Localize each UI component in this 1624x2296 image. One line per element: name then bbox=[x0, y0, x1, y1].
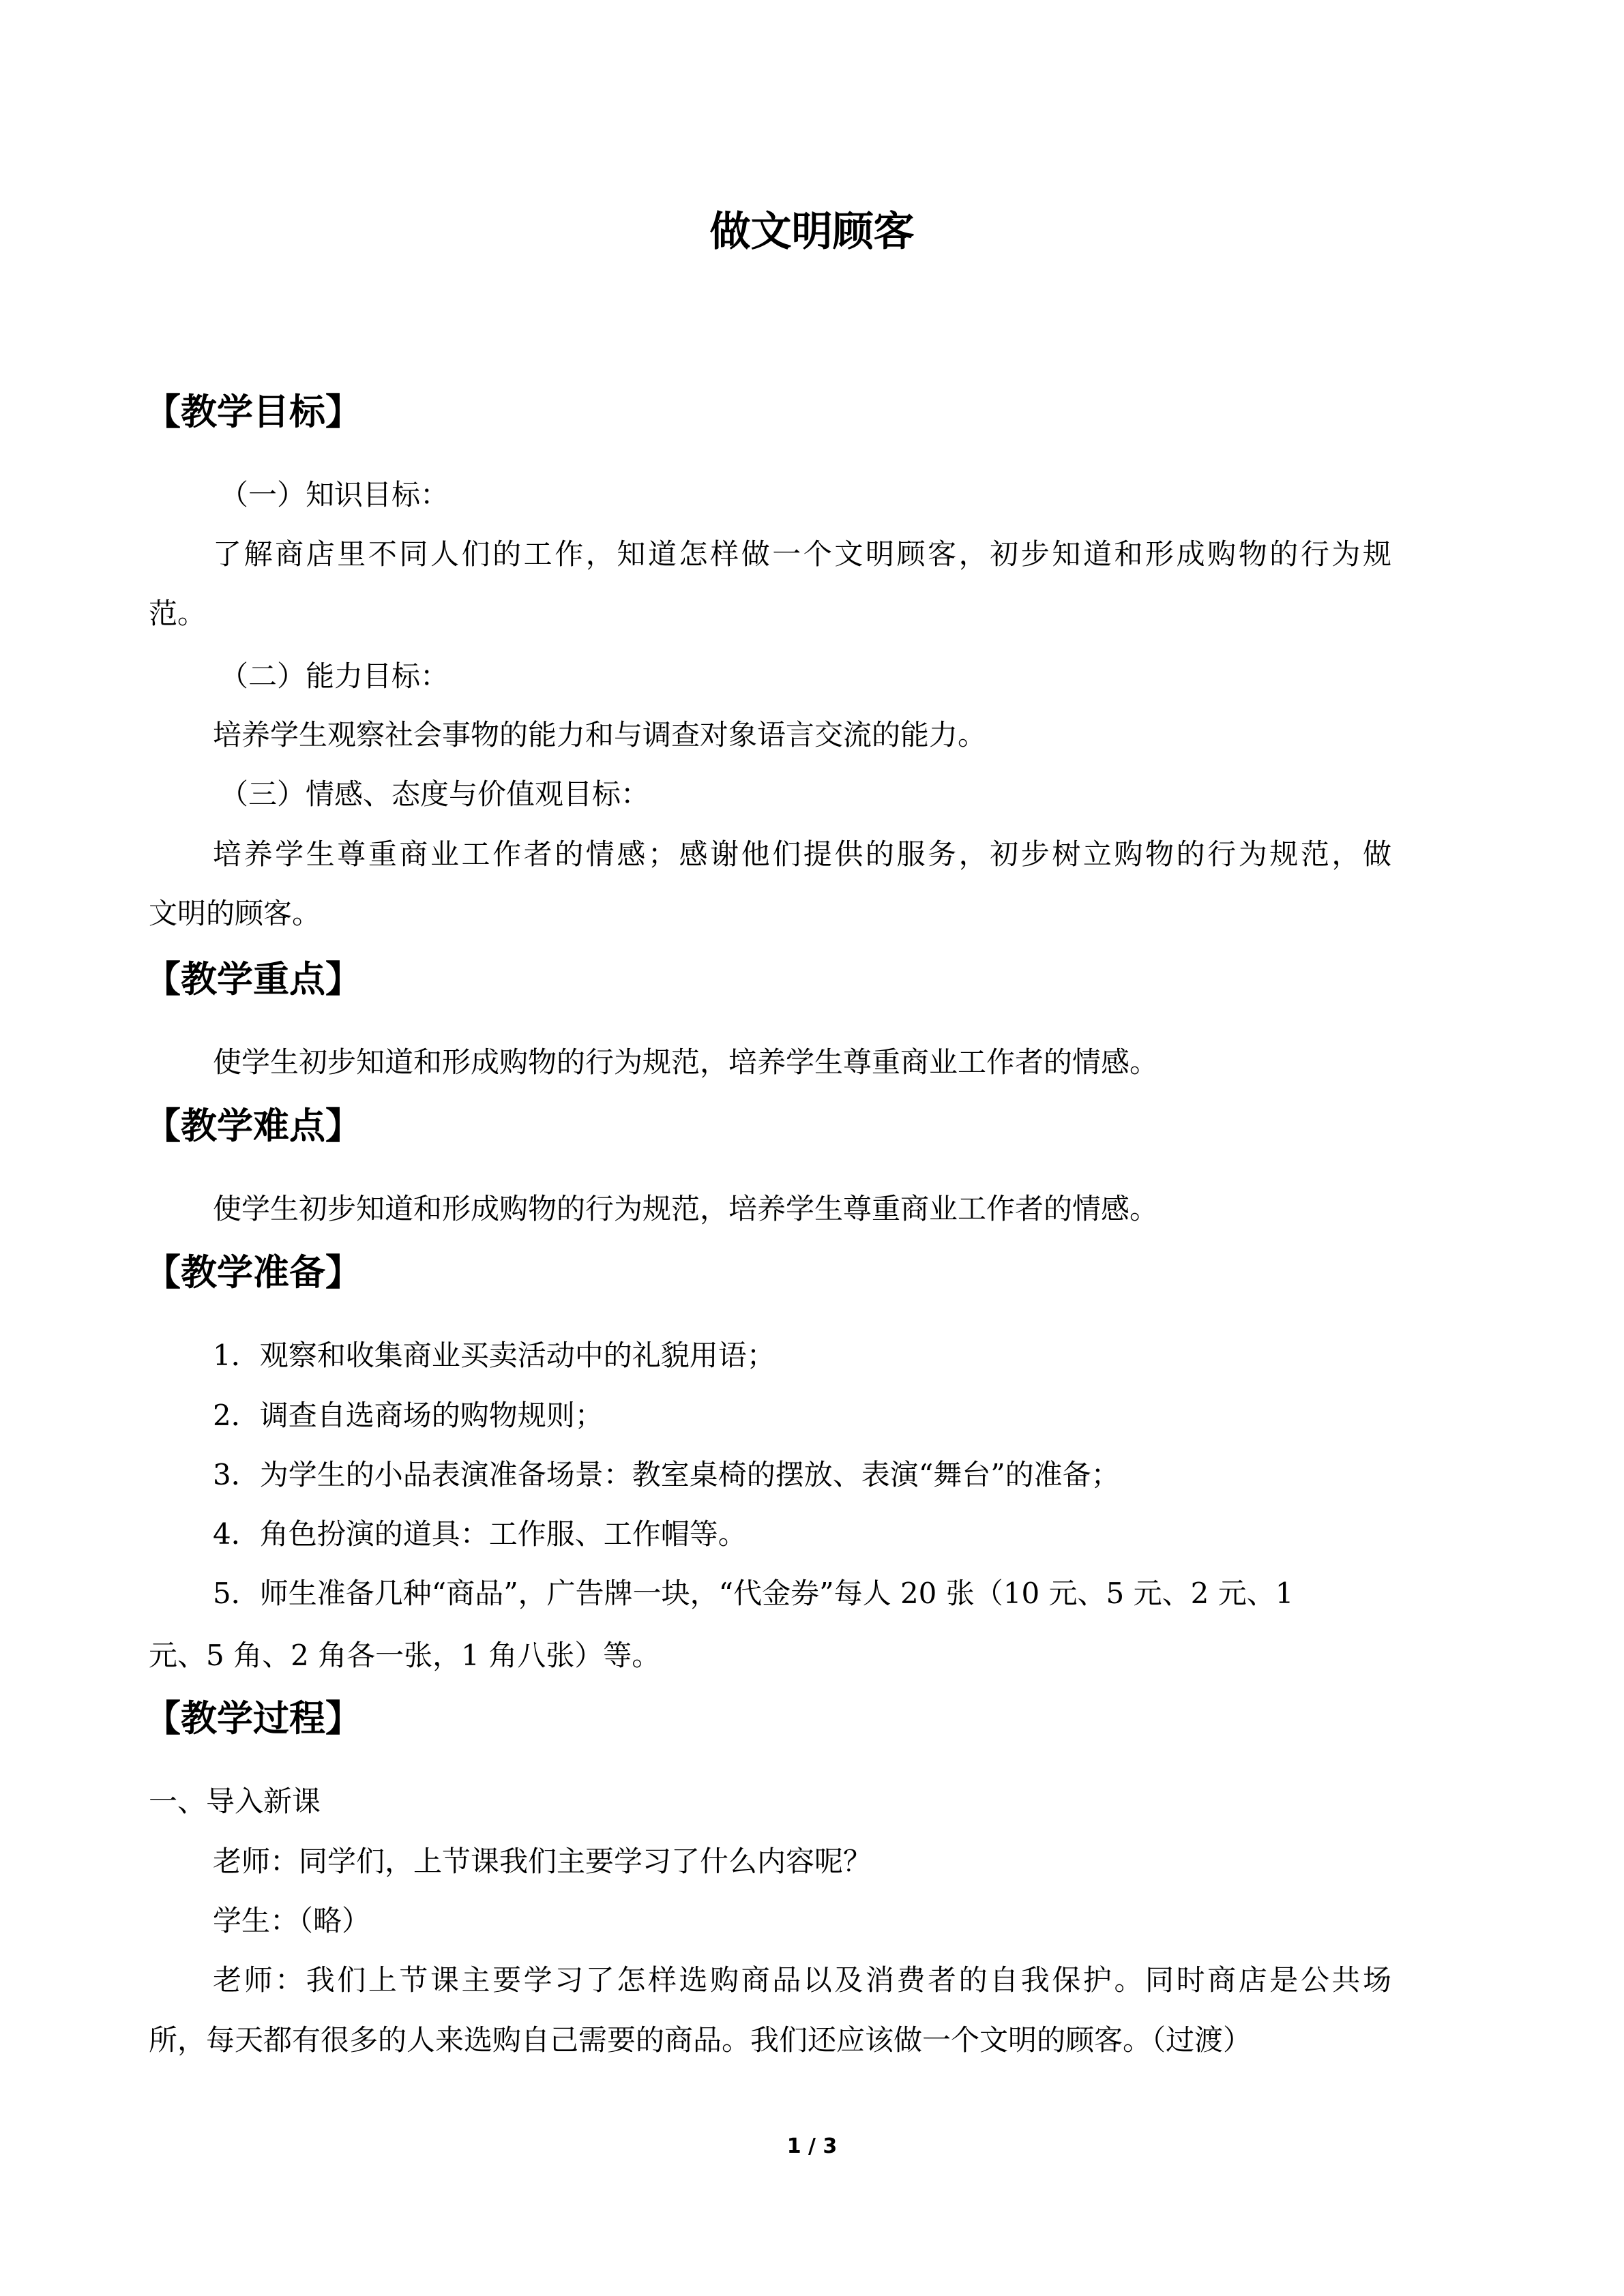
knowledge-goal-text-cont: 范。 bbox=[149, 597, 207, 630]
dialogue-line: 学生：（略） bbox=[213, 1904, 371, 1937]
ability-goal-label: （二）能力目标： bbox=[220, 659, 449, 693]
preparation-item: 3．为学生的小品表演准备场景：教室桌椅的摆放、表演“舞台”的准备； bbox=[213, 1458, 1120, 1491]
page-number: 1 / 3 bbox=[786, 2134, 838, 2158]
dialogue-line: 老师：我们上节课主要学习了怎样选购商品以及消费者的自我保护。同时商店是公共场 bbox=[213, 1963, 1391, 1997]
emotion-goal-text-cont: 文明的顾客。 bbox=[149, 897, 321, 930]
knowledge-goal-text: 了解商店里不同人们的工作，知道怎样做一个文明顾客，初步知道和形成购物的行为规 bbox=[213, 537, 1391, 571]
preparation-item: 2．调查自选商场的购物规则； bbox=[213, 1399, 604, 1432]
preparation-item-cont: 元、5 角、2 角各一张，1 角八张）等。 bbox=[149, 1639, 661, 1672]
ability-goal-text: 培养学生观察社会事物的能力和与调查对象语言交流的能力。 bbox=[213, 718, 987, 751]
preparation-item: 1．观察和收集商业买卖活动中的礼貌用语； bbox=[213, 1339, 776, 1372]
difficulties-text: 使学生初步知道和形成购物的行为规范，培养学生尊重商业工作者的情感。 bbox=[213, 1192, 1159, 1225]
preparation-item: 4．角色扮演的道具：工作服、工作帽等。 bbox=[213, 1517, 747, 1551]
heading-preparation: 【教学准备】 bbox=[145, 1252, 361, 1294]
heading-process: 【教学过程】 bbox=[145, 1698, 361, 1740]
heading-key-points: 【教学重点】 bbox=[145, 959, 361, 1000]
emotion-goal-text: 培养学生尊重商业工作者的情感；感谢他们提供的服务，初步树立购物的行为规范，做 bbox=[213, 837, 1391, 871]
heading-teaching-goals: 【教学目标】 bbox=[145, 391, 361, 433]
key-points-text: 使学生初步知道和形成购物的行为规范，培养学生尊重商业工作者的情感。 bbox=[213, 1045, 1159, 1079]
knowledge-goal-label: （一）知识目标： bbox=[220, 478, 449, 511]
heading-difficulties: 【教学难点】 bbox=[145, 1105, 361, 1147]
page-title: 做文明顾客 bbox=[709, 208, 915, 256]
dialogue-line: 老师：同学们，上节课我们主要学习了什么内容呢？ bbox=[213, 1845, 872, 1878]
emotion-goal-label: （三）情感、态度与价值观目标： bbox=[220, 777, 650, 811]
preparation-item: 5．师生准备几种“商品”，广告牌一块，“代金券”每人 20 张（10 元、5 元、2 元、1 bbox=[213, 1577, 1294, 1610]
process-subheading: 一、导入新课 bbox=[149, 1785, 321, 1818]
dialogue-line-cont: 所，每天都有很多的人来选购自己需要的商品。我们还应该做一个文明的顾客。（过渡） bbox=[149, 2023, 1252, 2057]
